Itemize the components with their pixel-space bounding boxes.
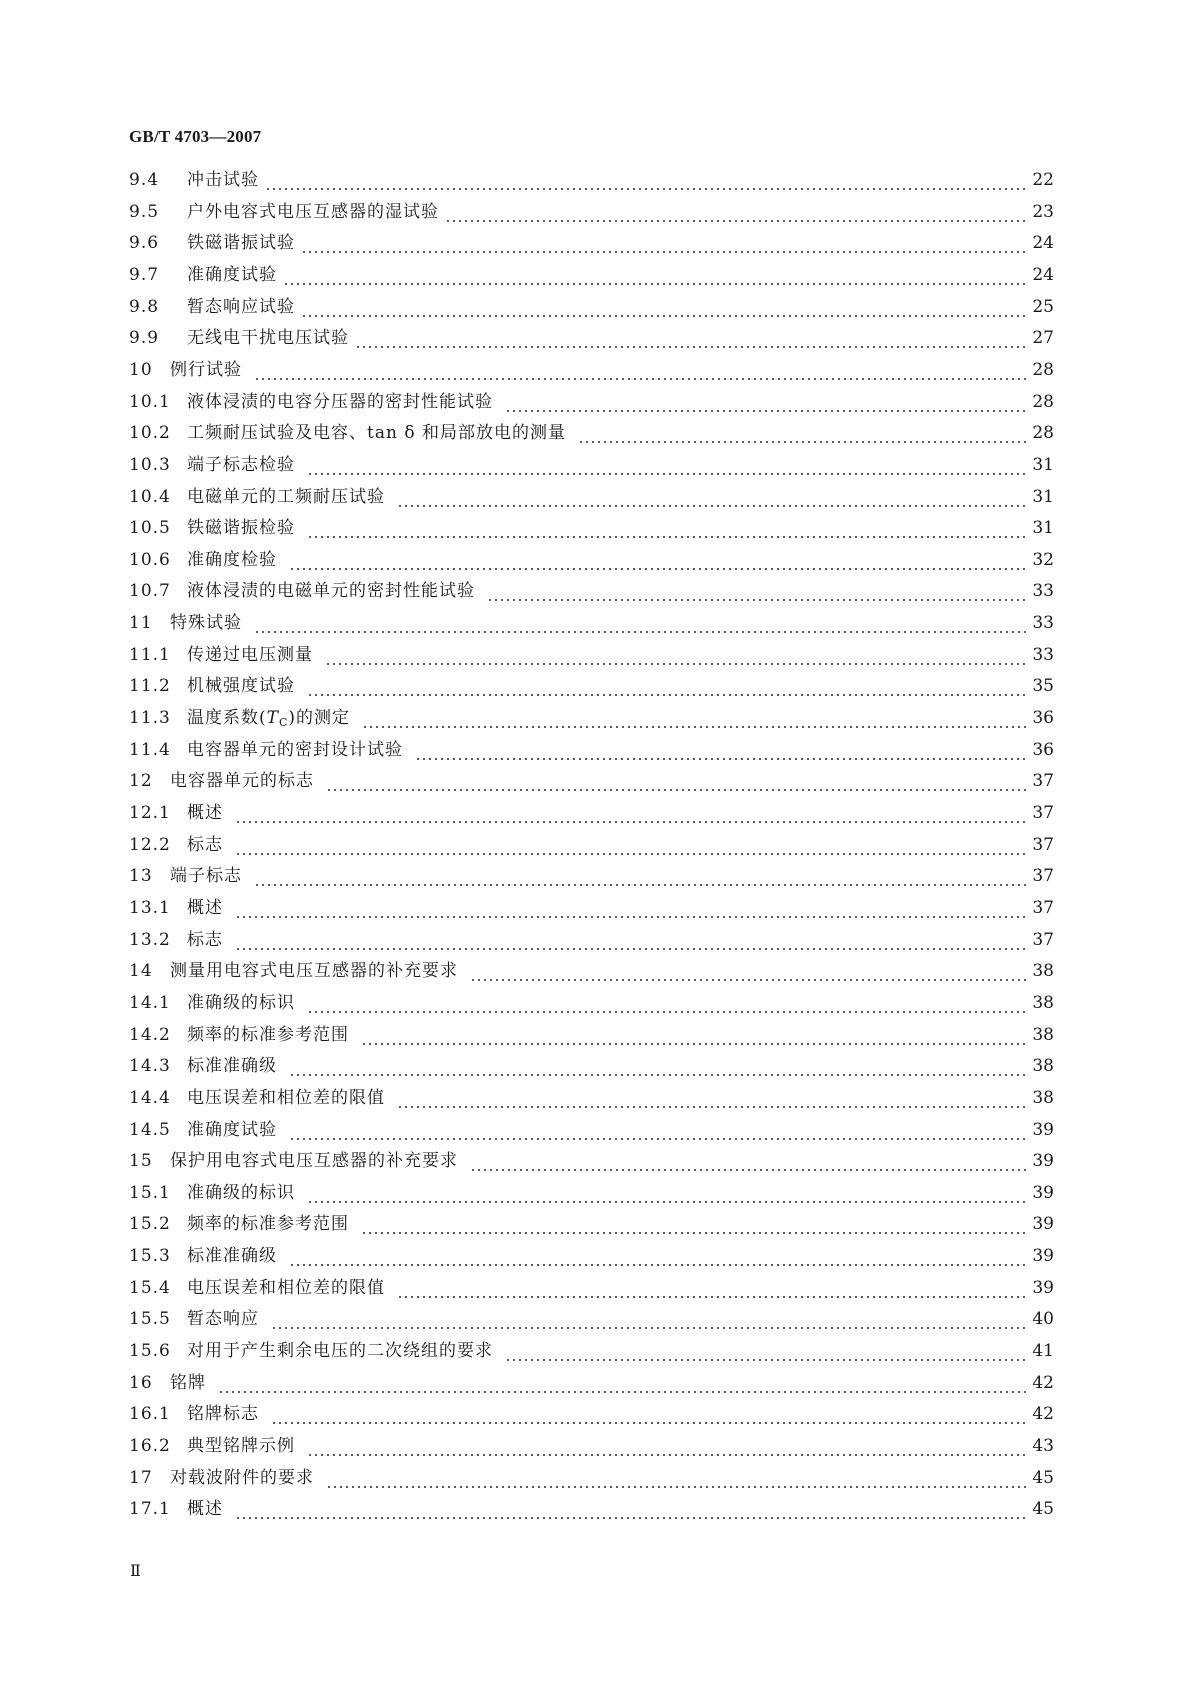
toc-entry-title: 铭牌标志 <box>187 1404 259 1425</box>
toc-entry-number: 9.7 <box>129 264 160 285</box>
toc-entry[interactable] <box>129 164 1054 196</box>
toc-entry-title: 准确级的标识 <box>187 992 295 1013</box>
toc-entry-page: 36 <box>1032 739 1054 760</box>
toc-entry[interactable] <box>129 955 1054 987</box>
toc-entry-number: 11.4 <box>129 739 171 760</box>
toc-entry[interactable] <box>129 1335 1054 1367</box>
toc-dot-leader <box>271 1411 1026 1425</box>
toc-dot-leader <box>265 177 1026 191</box>
toc-entry-number: 14.3 <box>129 1056 171 1077</box>
toc-entry-number: 16.2 <box>129 1436 171 1456</box>
toc-entry[interactable] <box>129 1493 1054 1525</box>
toc-entry[interactable] <box>129 1050 1054 1082</box>
toc-entry-title: 工频耐压试验及电容、tan δ 和局部放电的测量 <box>187 423 566 444</box>
toc-entry-page: 39 <box>1032 1214 1054 1235</box>
toc-dot-leader <box>271 1316 1026 1330</box>
toc-dot-leader <box>505 1348 1026 1362</box>
toc-entry-title-variable: T <box>266 708 279 729</box>
toc-entry[interactable] <box>129 860 1054 892</box>
toc-entry-number: 9.6 <box>129 233 160 254</box>
toc-entry-page: 31 <box>1032 486 1054 507</box>
toc-entry-title: 标准准确级 <box>187 1246 277 1267</box>
toc-entry-title: 概述 <box>187 803 223 823</box>
toc-entry-page: 33 <box>1032 613 1054 634</box>
toc-entry-page: 37 <box>1032 771 1054 792</box>
toc-entry[interactable] <box>129 734 1054 766</box>
toc-entry-page: 22 <box>1032 170 1054 190</box>
toc-entry-title: 保护用电容式电压互感器的补充要求 <box>170 1151 458 1172</box>
toc-entry-page: 39 <box>1032 1277 1054 1298</box>
toc-dot-leader <box>307 1190 1026 1204</box>
toc-entry[interactable] <box>129 1462 1054 1494</box>
toc-entry[interactable] <box>129 1240 1054 1272</box>
toc-entry-title: 测量用电容式电压互感器的补充要求 <box>170 961 458 982</box>
toc-dot-leader <box>470 968 1026 982</box>
toc-entry-number: 15.2 <box>129 1214 171 1235</box>
toc-entry-title: 户外电容式电压互感器的湿试验 <box>187 201 439 222</box>
toc-entry-number: 15.6 <box>129 1341 171 1362</box>
toc-entry-page: 38 <box>1032 1056 1054 1077</box>
toc-entry-number: 17.1 <box>129 1499 171 1520</box>
toc-entry[interactable] <box>129 987 1054 1019</box>
toc-entry[interactable] <box>129 1114 1054 1146</box>
toc-entry-title: 准确度试验 <box>187 264 277 285</box>
toc-entry-title: 暂态响应 <box>187 1309 259 1330</box>
toc-entry-page: 38 <box>1032 992 1054 1013</box>
toc-entry[interactable] <box>129 575 1054 607</box>
toc-dot-leader <box>361 1032 1026 1046</box>
toc-dot-leader <box>307 1000 1026 1014</box>
toc-dot-leader <box>289 557 1026 571</box>
toc-entry-number: 11.2 <box>129 676 171 697</box>
toc-entry-page: 23 <box>1032 201 1054 222</box>
toc-entry[interactable] <box>129 227 1054 259</box>
toc-entry[interactable] <box>129 354 1054 386</box>
toc-entry-page: 38 <box>1032 1087 1054 1108</box>
toc-entry-title: 电压误差和相位差的限值 <box>187 1087 385 1108</box>
toc-entry-page: 37 <box>1032 834 1054 855</box>
toc-entry-title-part: )的测定 <box>288 708 351 729</box>
toc-entry-number: 11.3 <box>129 708 171 729</box>
toc-dot-leader <box>397 494 1026 508</box>
toc-dot-leader <box>289 1063 1026 1077</box>
toc-entry-number: 14.5 <box>129 1119 171 1140</box>
toc-entry-page: 39 <box>1032 1151 1054 1172</box>
toc-entry-title: 电磁单元的工频耐压试验 <box>187 486 385 507</box>
toc-dot-leader <box>301 240 1026 254</box>
toc-dot-leader <box>355 335 1026 349</box>
toc-entry-title: 频率的标准参考范围 <box>187 1214 349 1235</box>
toc-entry[interactable] <box>129 481 1054 513</box>
toc-entry-page: 45 <box>1032 1499 1054 1520</box>
toc-entry-title: 标准准确级 <box>187 1056 277 1077</box>
toc-entry[interactable] <box>129 1145 1054 1177</box>
toc-entry-number: 17 <box>129 1467 153 1488</box>
toc-entry[interactable] <box>129 1367 1054 1399</box>
toc-entry-number: 10.4 <box>129 486 171 507</box>
toc-entry-number: 9.4 <box>129 170 160 190</box>
toc-dot-leader <box>307 1443 1026 1457</box>
toc-dot-leader <box>289 1253 1026 1267</box>
toc-entry-number: 14.1 <box>129 992 171 1013</box>
standard-code-header: GB/T 4703—2007 <box>129 127 262 146</box>
toc-entry-number: 15 <box>129 1151 153 1172</box>
toc-entry-page: 24 <box>1032 264 1054 285</box>
toc-entry-number: 9.8 <box>129 296 160 317</box>
toc-dot-leader <box>445 209 1026 223</box>
toc-dot-leader <box>397 1095 1026 1109</box>
toc-dot-leader <box>254 620 1026 634</box>
toc-entry-page: 31 <box>1032 454 1054 475</box>
toc-entry-title: 概述 <box>187 1499 223 1520</box>
toc-entry-page: 37 <box>1032 866 1054 887</box>
toc-entry-number: 10 <box>129 359 153 380</box>
toc-dot-leader <box>415 747 1026 761</box>
toc-entry-number: 16.1 <box>129 1404 171 1425</box>
toc-entry[interactable] <box>129 386 1054 418</box>
toc-dot-leader <box>470 1158 1026 1172</box>
toc-dot-leader <box>505 399 1026 413</box>
toc-entry[interactable] <box>129 322 1054 354</box>
toc-entry-title: 传递过电压测量 <box>187 644 313 665</box>
toc-entry[interactable] <box>129 892 1054 924</box>
toc-entry[interactable] <box>129 259 1054 291</box>
toc-dot-leader <box>235 842 1026 856</box>
toc-entry-title: 端子标志 <box>170 866 242 887</box>
toc-entry-number: 15.1 <box>129 1182 171 1203</box>
toc-entry[interactable] <box>129 639 1054 671</box>
toc-entry[interactable] <box>129 670 1054 702</box>
page-number-footer: Ⅱ <box>130 1563 140 1580</box>
toc-dot-leader <box>254 873 1026 887</box>
toc-entry-title: 准确度检验 <box>187 549 277 570</box>
toc-entry-title: 准确级的标识 <box>187 1182 295 1203</box>
toc-entry-title: 铭牌 <box>170 1372 206 1393</box>
toc-entry[interactable] <box>129 829 1054 861</box>
toc-entry-title: 机械强度试验 <box>187 676 295 697</box>
toc-entry-title: 无线电干扰电压试验 <box>187 328 349 349</box>
toc-dot-leader <box>235 1506 1026 1520</box>
toc-entry-page: 42 <box>1032 1404 1054 1425</box>
toc-entry-page: 37 <box>1032 897 1054 918</box>
toc-entry-page: 33 <box>1032 644 1054 665</box>
toc-entry-number: 15.5 <box>129 1309 171 1330</box>
toc-entry-title: 特殊试验 <box>170 613 242 634</box>
toc-entry-title: 标志 <box>187 834 223 855</box>
toc-entry-page: 40 <box>1032 1309 1054 1330</box>
toc-entry-page: 28 <box>1032 423 1054 444</box>
toc-entry-number: 10.3 <box>129 454 171 475</box>
toc-entry-title: 电压误差和相位差的限值 <box>187 1277 385 1298</box>
toc-entry-page: 42 <box>1032 1372 1054 1393</box>
toc-dot-leader <box>307 525 1026 539</box>
toc-entry[interactable] <box>129 1082 1054 1114</box>
toc-entry[interactable] <box>129 1303 1054 1335</box>
toc-entry[interactable] <box>129 291 1054 323</box>
toc-dot-leader <box>397 1285 1026 1299</box>
toc-entry-number: 11 <box>129 613 153 634</box>
toc-dot-leader <box>283 272 1026 286</box>
toc-entry-number: 16 <box>129 1372 153 1393</box>
toc-entry-page: 33 <box>1032 581 1054 602</box>
toc-entry[interactable] <box>129 765 1054 797</box>
toc-entry[interactable] <box>129 1177 1054 1209</box>
toc-entry-title <box>187 702 350 734</box>
toc-entry-number: 9.5 <box>129 201 160 222</box>
toc-dot-leader <box>235 810 1026 824</box>
toc-entry[interactable] <box>129 1430 1054 1462</box>
toc-entry-number: 15.3 <box>129 1246 171 1267</box>
toc-entry-title: 对载波附件的要求 <box>170 1467 314 1488</box>
toc-entry-page: 45 <box>1032 1467 1054 1488</box>
toc-entry-page: 41 <box>1032 1341 1054 1362</box>
toc-entry-number: 12 <box>129 771 153 792</box>
toc-entry-title: 对用于产生剩余电压的二次绕组的要求 <box>187 1341 493 1362</box>
toc-dot-leader <box>307 462 1026 476</box>
toc-entry-page: 37 <box>1032 929 1054 950</box>
toc-entry-page: 38 <box>1032 961 1054 982</box>
toc-entry-page: 31 <box>1032 518 1054 539</box>
toc-entry-page: 24 <box>1032 233 1054 254</box>
toc-dot-leader <box>235 905 1026 919</box>
toc-entry-page: 27 <box>1032 328 1054 349</box>
toc-entry-title: 概述 <box>187 897 223 918</box>
toc-entry-number: 13.1 <box>129 897 171 918</box>
toc-entry-title-subscript: C <box>278 716 289 730</box>
toc-entry-number: 12.2 <box>129 834 171 855</box>
toc-entry-page: 25 <box>1032 296 1054 317</box>
toc-entry[interactable] <box>129 1272 1054 1304</box>
toc-entry[interactable] <box>129 1398 1054 1430</box>
toc-entry-number: 11.1 <box>129 644 171 665</box>
toc-entry-page: 39 <box>1032 1182 1054 1203</box>
toc-entry-number: 14.2 <box>129 1024 171 1045</box>
toc-entry[interactable] <box>129 702 1054 734</box>
toc-entry-page: 36 <box>1032 708 1054 729</box>
toc-entry-number: 10.6 <box>129 549 171 570</box>
toc-entry-page: 39 <box>1032 1119 1054 1140</box>
toc-entry-title: 典型铭牌示例 <box>187 1436 295 1456</box>
toc-entry[interactable] <box>129 1208 1054 1240</box>
toc-entry-page: 32 <box>1032 549 1054 570</box>
toc-dot-leader <box>578 430 1026 444</box>
toc-entry[interactable] <box>129 797 1054 829</box>
toc-entry[interactable] <box>129 607 1054 639</box>
toc-dot-leader <box>307 683 1026 697</box>
toc-entry-page: 28 <box>1032 391 1054 412</box>
toc-entry[interactable] <box>129 1019 1054 1051</box>
toc-entry-number: 9.9 <box>129 328 160 349</box>
toc-entry-title: 铁磁谐振试验 <box>187 233 295 254</box>
toc-dot-leader <box>289 1127 1026 1141</box>
toc-entry-title: 冲击试验 <box>187 170 259 190</box>
toc-dot-leader <box>487 588 1026 602</box>
toc-entry-number: 15.4 <box>129 1277 171 1298</box>
toc-entry[interactable] <box>129 196 1054 228</box>
toc-dot-leader <box>235 937 1026 951</box>
toc-dot-leader <box>326 778 1026 792</box>
toc-entry-title-part: 温度系数( <box>187 708 267 729</box>
toc-entry-number: 10.5 <box>129 518 171 539</box>
toc-entry-page: 43 <box>1032 1436 1054 1456</box>
toc-entry-number: 10.1 <box>129 391 171 412</box>
toc-entry-number: 13 <box>129 866 153 887</box>
toc-entry-number: 14 <box>129 961 153 982</box>
toc-entry-title: 端子标志检验 <box>187 454 295 475</box>
toc-dot-leader <box>362 715 1026 729</box>
toc-entry-page: 39 <box>1032 1246 1054 1267</box>
toc-entry-title: 频率的标准参考范围 <box>187 1024 349 1045</box>
toc-entry-number: 13.2 <box>129 929 171 950</box>
toc-entry[interactable] <box>129 417 1054 449</box>
toc-entry-number: 10.7 <box>129 581 171 602</box>
toc-entry-page: 35 <box>1032 676 1054 697</box>
toc-entry[interactable] <box>129 924 1054 956</box>
toc-entry-number: 10.2 <box>129 423 171 444</box>
toc-entry-page: 38 <box>1032 1024 1054 1045</box>
toc-entry-number: 14.4 <box>129 1087 171 1108</box>
toc-dot-leader <box>301 304 1026 318</box>
toc-dot-leader <box>361 1221 1026 1235</box>
toc-entry-number: 12.1 <box>129 803 171 823</box>
toc-entry-title: 电容器单元的标志 <box>170 771 314 792</box>
toc-entry-title: 液体浸渍的电容分压器的密封性能试验 <box>187 391 493 412</box>
toc-entry[interactable] <box>129 512 1054 544</box>
toc-entry-title: 电容器单元的密封设计试验 <box>187 739 403 760</box>
toc-entry-title: 准确度试验 <box>187 1119 277 1140</box>
toc-entry-title: 例行试验 <box>170 359 242 380</box>
toc-entry-title: 标志 <box>187 929 223 950</box>
toc-entry-title: 暂态响应试验 <box>187 296 295 317</box>
toc-dot-leader <box>218 1380 1026 1394</box>
toc-entry-page: 37 <box>1032 803 1054 823</box>
toc-dot-leader <box>326 1475 1026 1489</box>
toc-entry-title: 液体浸渍的电磁单元的密封性能试验 <box>187 581 475 602</box>
toc-entry-title: 铁磁谐振检验 <box>187 518 295 539</box>
toc-entry-page: 28 <box>1032 359 1054 380</box>
toc-dot-leader <box>254 367 1026 381</box>
toc-entry[interactable] <box>129 544 1054 576</box>
toc-entry[interactable] <box>129 449 1054 481</box>
toc-dot-leader <box>325 652 1026 666</box>
